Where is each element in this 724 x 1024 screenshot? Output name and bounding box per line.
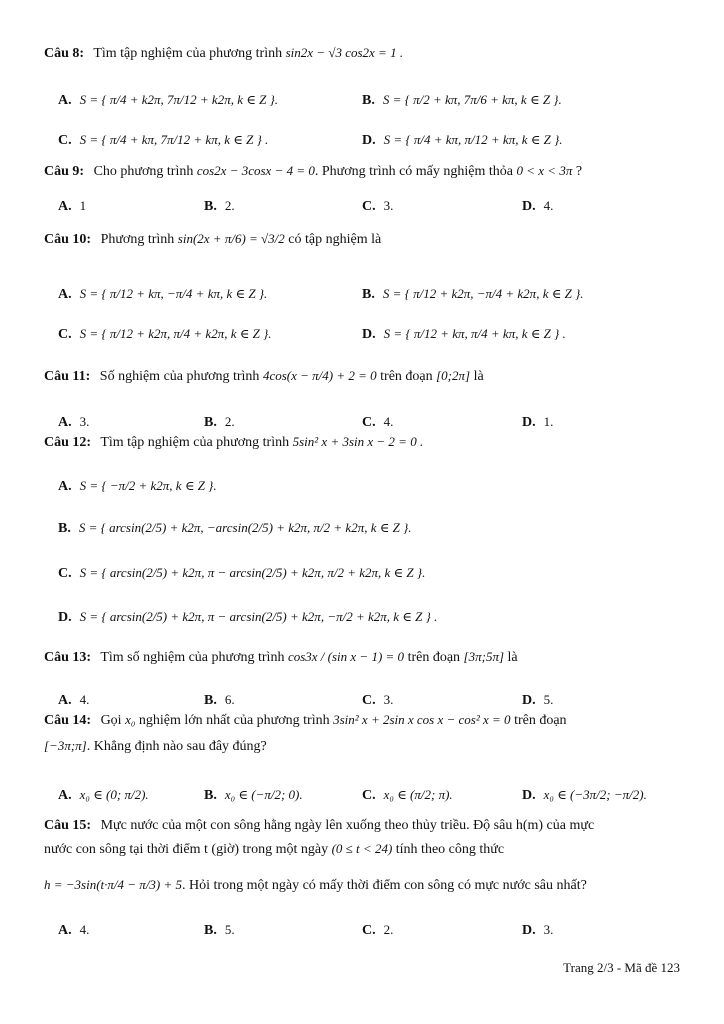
option-value: 2. bbox=[224, 198, 235, 213]
option-15-a[interactable] bbox=[58, 919, 89, 942]
option-value: x₀ ∈ (0; π/2). bbox=[79, 787, 149, 802]
question-formula: 5sin² x + 3sin x − 2 = 0 . bbox=[292, 434, 424, 449]
question-text: trên đoạn bbox=[514, 713, 567, 728]
option-value: 1. bbox=[543, 414, 554, 429]
question-text: trên đoạn bbox=[380, 369, 433, 384]
question-14 bbox=[44, 709, 684, 732]
question-label: Câu 11: bbox=[44, 369, 91, 384]
question-9 bbox=[44, 160, 684, 183]
option-12-d[interactable] bbox=[58, 606, 437, 629]
option-8-d[interactable] bbox=[362, 129, 563, 152]
question-10 bbox=[44, 228, 684, 251]
option-value: x₀ ∈ (π/2; π). bbox=[383, 787, 453, 802]
option-label: B. bbox=[58, 521, 71, 536]
option-value: S = { π/4 + kπ, π/12 + kπ, k ∈ Z }. bbox=[383, 132, 563, 147]
question-formula: [−3π;π] bbox=[44, 738, 87, 753]
question-15-line3 bbox=[44, 874, 684, 897]
option-label: C. bbox=[362, 693, 376, 708]
question-label: Câu 12: bbox=[44, 435, 92, 450]
question-text: Số nghiệm của phương trình bbox=[99, 369, 260, 384]
option-14-d[interactable] bbox=[522, 784, 647, 807]
question-text: Cho phương trình bbox=[93, 164, 194, 179]
question-formula: 4cos(x − π/4) + 2 = 0 bbox=[262, 368, 377, 383]
option-label: C. bbox=[362, 923, 376, 938]
option-label: D. bbox=[362, 327, 376, 342]
question-label: Câu 9: bbox=[44, 164, 85, 179]
question-label: Câu 10: bbox=[44, 232, 92, 247]
option-label: C. bbox=[362, 199, 376, 214]
option-value: S = { −π/2 + k2π, k ∈ Z }. bbox=[79, 478, 217, 493]
option-value: 5. bbox=[224, 922, 235, 937]
option-value: 3. bbox=[383, 692, 394, 707]
option-12-b[interactable] bbox=[58, 517, 412, 540]
option-value: 3. bbox=[543, 922, 554, 937]
option-label: B. bbox=[204, 199, 217, 214]
question-text: là bbox=[507, 650, 518, 665]
option-label: B. bbox=[204, 923, 217, 938]
option-10-c[interactable] bbox=[58, 323, 272, 346]
option-label: A. bbox=[58, 693, 72, 708]
option-label: B. bbox=[362, 93, 375, 108]
question-text: Gọi bbox=[100, 713, 122, 728]
option-value: 3. bbox=[383, 198, 394, 213]
option-label: D. bbox=[522, 923, 536, 938]
option-value: 6. bbox=[224, 692, 235, 707]
question-label: Câu 13: bbox=[44, 650, 92, 665]
option-14-c[interactable] bbox=[362, 784, 453, 807]
question-text: . Hỏi trong một ngày có mấy thời điểm con sông có mực nước sâu nhất? bbox=[182, 878, 587, 893]
option-value: 2. bbox=[383, 922, 394, 937]
option-value: 4. bbox=[79, 692, 90, 707]
option-value: S = { π/4 + kπ, 7π/12 + kπ, k ∈ Z } . bbox=[79, 132, 269, 147]
question-13 bbox=[44, 646, 684, 669]
option-label: A. bbox=[58, 788, 72, 803]
question-text: Mực nước của một con sông hằng ngày lên xuống theo thủy triều. Độ sâu h(m) của mực bbox=[100, 818, 595, 833]
option-value: S = { π/12 + k2π, −π/4 + k2π, k ∈ Z }. bbox=[382, 286, 584, 301]
question-15-line2 bbox=[44, 838, 684, 861]
option-9-a[interactable] bbox=[58, 195, 86, 218]
option-value: 3. bbox=[79, 414, 90, 429]
question-formula: [0;2π] bbox=[436, 368, 471, 383]
option-label: D. bbox=[522, 693, 536, 708]
question-text: nước con sông tại thời điểm t (giờ) trong một ngày bbox=[44, 842, 329, 857]
question-text: nghiệm lớn nhất của phương trình bbox=[138, 713, 330, 728]
option-value: 4. bbox=[79, 922, 90, 937]
question-text: ? bbox=[575, 164, 583, 179]
question-formula: sin(2x + π/6) = √3/2 bbox=[177, 231, 285, 246]
question-formula: x₀ bbox=[125, 712, 136, 727]
question-text: . Phương trình có mấy nghiệm thỏa bbox=[314, 164, 513, 179]
option-9-d[interactable] bbox=[522, 195, 553, 218]
option-10-d[interactable] bbox=[362, 323, 566, 346]
question-text: . Khẳng định nào sau đây đúng? bbox=[86, 739, 267, 754]
question-text: là bbox=[473, 369, 484, 384]
option-14-b[interactable] bbox=[204, 784, 303, 807]
option-label: A. bbox=[58, 479, 72, 494]
option-value: x₀ ∈ (−3π/2; −π/2). bbox=[543, 787, 647, 802]
option-value: S = { π/4 + k2π, 7π/12 + k2π, k ∈ Z }. bbox=[79, 92, 279, 107]
option-label: D. bbox=[522, 199, 536, 214]
option-value: x₀ ∈ (−π/2; 0). bbox=[224, 787, 303, 802]
option-value: S = { π/12 + k2π, π/4 + k2π, k ∈ Z }. bbox=[79, 326, 272, 341]
option-label: B. bbox=[204, 693, 217, 708]
option-value: S = { arcsin(2/5) + k2π, π − arcsin(2/5) + k2π, −π/2 + k2π, k ∈ Z } . bbox=[79, 609, 438, 624]
question-label: Câu 15: bbox=[44, 818, 92, 833]
question-text: có tập nghiệm là bbox=[288, 232, 382, 247]
question-text: Tìm tập nghiệm của phương trình bbox=[93, 46, 283, 61]
question-formula: 0 < x < 3π bbox=[516, 163, 573, 178]
question-formula: cos2x − 3cosx − 4 = 0 bbox=[196, 163, 315, 178]
question-8 bbox=[44, 42, 684, 65]
option-label: B. bbox=[204, 415, 217, 430]
option-label: C. bbox=[58, 327, 72, 342]
option-label: A. bbox=[58, 199, 72, 214]
option-15-d[interactable] bbox=[522, 919, 553, 942]
question-formula: (0 ≤ t < 24) bbox=[331, 841, 393, 856]
option-value: S = { π/2 + kπ, 7π/6 + kπ, k ∈ Z }. bbox=[382, 92, 562, 107]
option-14-a[interactable] bbox=[58, 784, 149, 807]
question-label: Câu 14: bbox=[44, 713, 92, 728]
question-text: Tìm số nghiệm của phương trình bbox=[100, 650, 285, 665]
question-text: Phương trình bbox=[100, 232, 175, 247]
option-9-b[interactable] bbox=[204, 195, 235, 218]
option-label: C. bbox=[58, 133, 72, 148]
question-text: tính theo công thức bbox=[395, 842, 505, 857]
option-label: C. bbox=[58, 566, 72, 581]
question-formula: h = −3sin(t·π/4 − π/3) + 5 bbox=[44, 877, 183, 892]
option-15-b[interactable] bbox=[204, 919, 235, 942]
option-value: 1 bbox=[79, 198, 87, 213]
option-value: S = { arcsin(2/5) + k2π, −arcsin(2/5) + k2π, π/2 + k2π, k ∈ Z }. bbox=[78, 520, 412, 535]
option-value: 5. bbox=[543, 692, 554, 707]
option-label: B. bbox=[204, 788, 217, 803]
question-text: trên đoạn bbox=[407, 650, 461, 665]
option-value: S = { arcsin(2/5) + k2π, π − arcsin(2/5) + k2π, π/2 + k2π, k ∈ Z }. bbox=[79, 565, 426, 580]
question-14-line2 bbox=[44, 735, 684, 758]
option-label: A. bbox=[58, 415, 72, 430]
option-label: D. bbox=[362, 133, 376, 148]
option-10-b[interactable] bbox=[362, 283, 584, 306]
option-8-a[interactable] bbox=[58, 89, 278, 112]
option-8-c[interactable] bbox=[58, 129, 268, 152]
option-15-c[interactable] bbox=[362, 919, 393, 942]
question-formula: cos3x / (sin x − 1) = 0 bbox=[287, 649, 405, 664]
question-label: Câu 8: bbox=[44, 46, 85, 61]
question-15 bbox=[44, 815, 684, 837]
question-formula: [3π;5π] bbox=[463, 649, 505, 664]
option-label: D. bbox=[58, 610, 72, 625]
option-label: A. bbox=[58, 287, 72, 302]
question-formula: sin2x − √3 cos2x = 1 . bbox=[285, 45, 404, 60]
option-12-a[interactable] bbox=[58, 475, 217, 498]
page-footer: Trang 2/3 - Mã đề 123 bbox=[563, 960, 680, 975]
option-value: S = { π/12 + kπ, π/4 + kπ, k ∈ Z } . bbox=[383, 326, 566, 341]
option-label: C. bbox=[362, 788, 376, 803]
option-12-c[interactable] bbox=[58, 562, 425, 585]
option-8-b[interactable] bbox=[362, 89, 562, 112]
option-label: A. bbox=[58, 923, 72, 938]
option-label: D. bbox=[522, 788, 536, 803]
option-label: A. bbox=[58, 93, 72, 108]
question-12 bbox=[44, 431, 684, 454]
option-10-a[interactable] bbox=[58, 283, 267, 306]
option-value: 2. bbox=[224, 414, 235, 429]
question-text: Tìm tập nghiệm của phương trình bbox=[100, 435, 290, 450]
question-formula: 3sin² x + 2sin x cos x − cos² x = 0 bbox=[333, 712, 511, 727]
option-value: 4. bbox=[383, 414, 394, 429]
option-9-c[interactable] bbox=[362, 195, 393, 218]
option-label: B. bbox=[362, 287, 375, 302]
option-label: D. bbox=[522, 415, 536, 430]
option-value: S = { π/12 + kπ, −π/4 + kπ, k ∈ Z }. bbox=[79, 286, 268, 301]
option-value: 4. bbox=[543, 198, 554, 213]
option-label: C. bbox=[362, 415, 376, 430]
question-11 bbox=[44, 365, 684, 388]
